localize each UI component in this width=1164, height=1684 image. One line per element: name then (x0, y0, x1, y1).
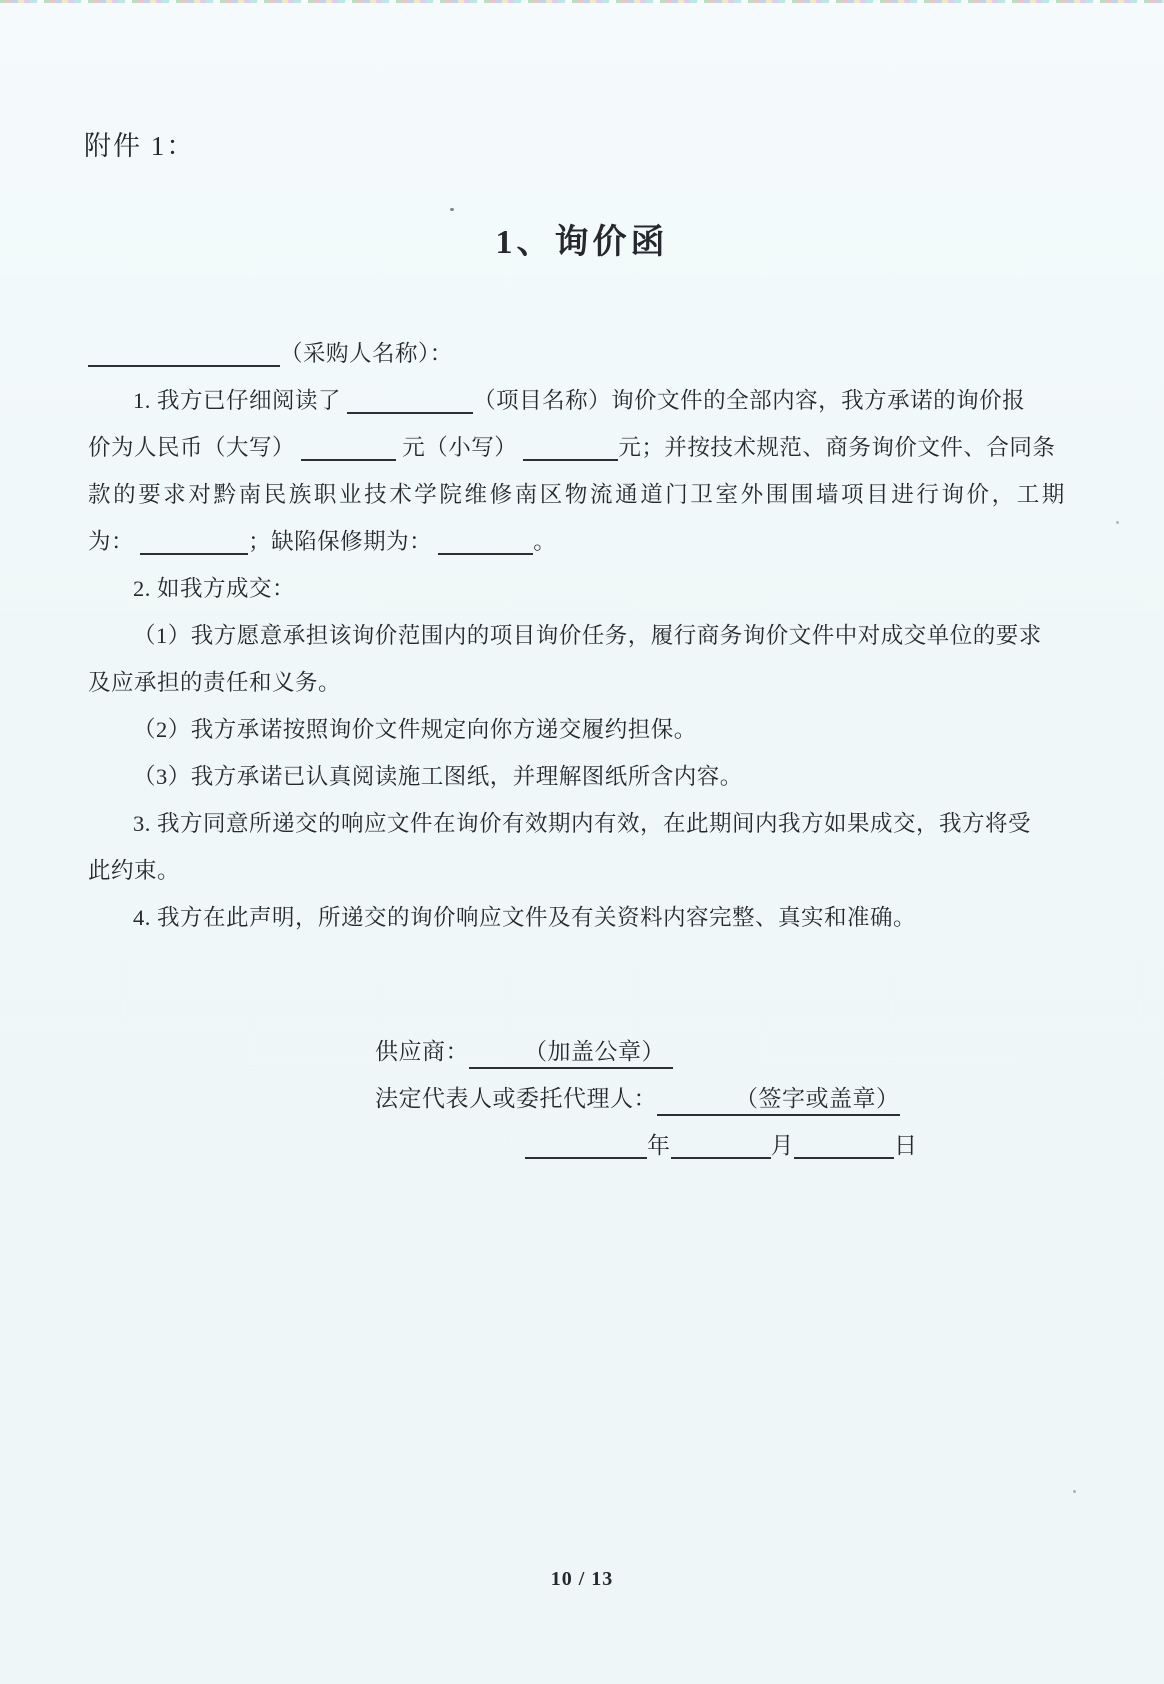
p1-text-post: （项目名称）询价文件的全部内容，我方承诺的询价报 (473, 388, 1026, 413)
p11-text: 此约束。 (88, 858, 181, 883)
p5-text: 2. 如我方成交： (133, 576, 296, 601)
date-line (375, 1122, 918, 1169)
p6-text: （1）我方愿意承担该询价范围内的项目询价任务，履行商务询价文件中对成交单位的要求 (133, 623, 1042, 648)
supplier-seal-note: （加盖公章） (524, 1039, 665, 1064)
p4-text-pre: 为： (88, 529, 135, 554)
p4-text-post: 。 (533, 529, 557, 554)
representative-sign-field (657, 1086, 900, 1116)
p2-text-mid: 元（小写） (402, 435, 518, 460)
document-title: 1、询价函 (495, 224, 669, 261)
scan-speck (1116, 521, 1119, 524)
p12-text: 4. 我方在此声明，所递交的询价响应文件及有关资料内容完整、真实和准确。 (133, 905, 917, 930)
blank-month (671, 1127, 771, 1159)
p2-text-post: 元；并按技术规范、商务询价文件、合同条 (618, 435, 1056, 460)
blank-year (525, 1127, 647, 1159)
blank-warranty-period (438, 523, 533, 555)
p1-text-pre: 1. 我方已仔细阅读了 (133, 388, 342, 413)
paragraph-2-item-3 (88, 753, 1078, 800)
date-day-label: 日 (894, 1133, 918, 1158)
scan-speck (450, 208, 454, 211)
paragraph-3-line-1 (88, 800, 1078, 847)
p4-text-mid: ；缺陷保修期为： (248, 529, 433, 554)
blank-price-figures (523, 429, 618, 461)
blank-representative (657, 1082, 735, 1112)
blank-trailing (665, 1035, 673, 1065)
representative-sign-note: （签字或盖章） (735, 1086, 900, 1111)
paragraph-1-line-3 (88, 471, 1078, 518)
scanner-noise-strip (0, 0, 1164, 3)
paragraph-1-line-1 (88, 377, 1078, 424)
blank-price-capital (301, 429, 396, 461)
representative-label: 法定代表人或委托代理人： (375, 1086, 657, 1111)
paragraph-3-line-2 (88, 847, 1078, 894)
p2-text-pre: 价为人民币（大写） (88, 435, 296, 460)
date-month-label: 月 (770, 1133, 794, 1158)
document-body (88, 330, 1078, 941)
blank-project-name (347, 382, 473, 414)
paragraph-2-item-1-line-1 (88, 612, 1078, 659)
paragraph-2-item-1-line-2 (88, 659, 1078, 706)
p8-text: （2）我方承诺按照询价文件规定向你方递交履约担保。 (133, 717, 697, 742)
salutation-line (88, 330, 1078, 377)
p10-text: 3. 我方同意所递交的响应文件在询价有效期内有效，在此期间内我方如果成交，我方将受 (133, 811, 1032, 836)
blank-day (794, 1127, 894, 1159)
paragraph-1-line-4 (88, 518, 1078, 565)
scan-speck (1073, 1490, 1076, 1493)
paragraph-4 (88, 894, 1078, 941)
blank-purchaser-name (88, 335, 280, 367)
p7-text: 及应承担的责任和义务。 (88, 670, 342, 695)
supplier-seal-field (469, 1039, 673, 1069)
paragraph-2 (88, 565, 1078, 612)
salutation-text: （采购人名称）： (280, 341, 453, 366)
blank-construction-period (140, 523, 248, 555)
paragraph-1-line-2 (88, 424, 1078, 471)
representative-signature-line (375, 1075, 918, 1122)
supplier-label: 供应商： (375, 1039, 469, 1064)
p9-text: （3）我方承诺已认真阅读施工图纸，并理解图纸所含内容。 (133, 764, 743, 789)
paragraph-2-item-2 (88, 706, 1078, 753)
blank-supplier (469, 1035, 524, 1065)
attachment-label: 附件 1： (84, 131, 196, 161)
date-year-label: 年 (647, 1133, 671, 1158)
page-number: 10 / 13 (550, 1568, 614, 1590)
signature-block (375, 1028, 918, 1169)
p3-text: 款的要求对黔南民族职业技术学院维修南区物流通道门卫室外围围墙项目进行询价，工期 (88, 482, 1067, 507)
supplier-signature-line (375, 1028, 918, 1075)
